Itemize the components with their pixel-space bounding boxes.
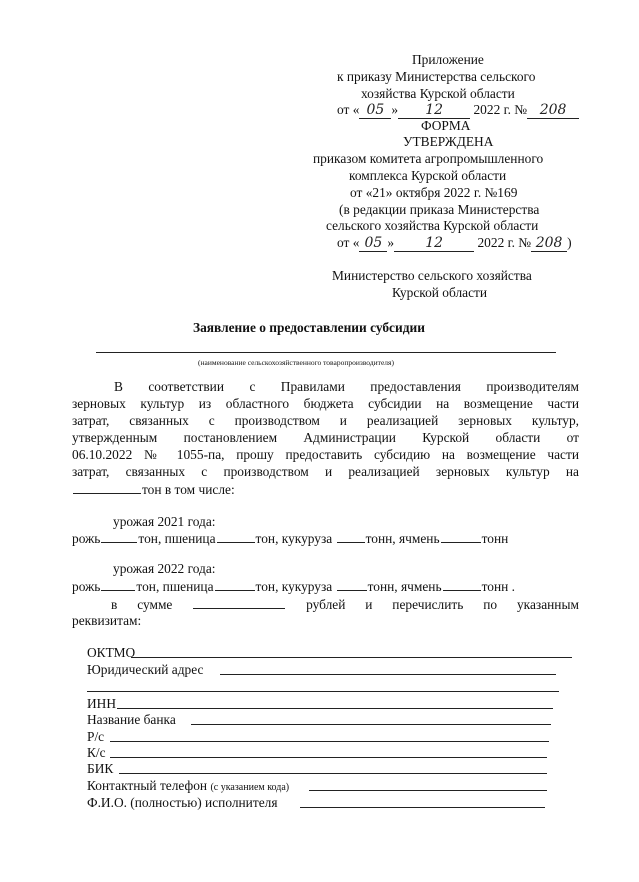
wheat-2021-blank[interactable] <box>217 530 255 543</box>
recipient-line-2: Курской области <box>392 285 488 300</box>
bank-field[interactable] <box>191 724 551 725</box>
appendix-month-handwritten: 12 <box>398 102 470 119</box>
form-label: ФОРМА <box>421 118 471 133</box>
form-order-line-2: комплекса Курской области <box>349 168 507 183</box>
edition-number-handwritten: 208 <box>531 235 567 252</box>
rs-label: Р/с <box>87 729 105 744</box>
edition-month-handwritten: 12 <box>394 235 474 252</box>
inn-label: ИНН <box>87 696 117 711</box>
rye-2022-blank[interactable] <box>101 578 135 591</box>
corn-2021-blank[interactable] <box>337 530 365 543</box>
barley-2022-blank[interactable] <box>443 578 481 591</box>
fio-field[interactable] <box>300 807 545 808</box>
producer-name-caption: (наименование сельскохозяйственного товаропроизводителя) <box>198 358 394 367</box>
harvest-2021-title: урожая 2021 года: <box>113 514 216 529</box>
harvest-2021-line: рожь тон, пшеница тон, кукуруза тонн, ячмень тонн <box>72 531 509 546</box>
fio-label: Ф.И.О. (полностью) исполнителя <box>87 795 278 810</box>
sum-amount-blank[interactable] <box>193 596 285 609</box>
appendix-day-handwritten: 05 <box>359 102 391 119</box>
form-edition-date: от « 05 » 12 2022 г. № 208 ) <box>337 235 572 251</box>
bik-label: БИК <box>87 761 114 776</box>
form-order-line-1: приказом комитета агропромышленного <box>313 151 544 166</box>
barley-2021-blank[interactable] <box>441 530 481 543</box>
body-line-7: тон в том числе: <box>72 481 235 498</box>
recipient-line-1: Министерство сельского хозяйства <box>332 268 532 283</box>
oktmo-field[interactable] <box>131 657 572 658</box>
wheat-2022-blank[interactable] <box>215 578 255 591</box>
body-line-2: зерновых культур из областного бюджета субсидии на возмещение части <box>72 396 579 411</box>
appendix-number-handwritten: 208 <box>527 102 579 119</box>
body-line-3: затрат, связанных с производством и реализацией зерновых культур, <box>72 413 579 428</box>
body-line-6: затрат, связанных с производством и реализацией зерновых культур на <box>72 464 579 479</box>
total-tonnage-blank[interactable] <box>73 481 141 494</box>
phone-note: (с указанием кода) <box>210 782 290 793</box>
sum-requisites-label: реквизитам: <box>72 613 142 628</box>
bank-label: Название банка <box>87 712 176 727</box>
harvest-2022-title: урожая 2022 года: <box>113 561 216 576</box>
address-field[interactable] <box>220 674 556 675</box>
rye-2021-blank[interactable] <box>101 530 137 543</box>
ks-field[interactable] <box>110 757 547 758</box>
form-approved: УТВЕРЖДЕНА <box>403 134 494 149</box>
oktmo-label: ОКТМО <box>87 645 136 660</box>
edition-day-handwritten: 05 <box>359 235 387 252</box>
body-line-4: утвержденным постановлением Администрации Курской области от <box>72 430 579 445</box>
appendix-date: от « 05 » 12 2022 г. № 208 <box>337 102 579 119</box>
address-label: Юридический адрес <box>87 662 204 677</box>
bik-field[interactable] <box>119 773 547 774</box>
producer-name-line <box>96 352 556 353</box>
inn-field[interactable] <box>117 708 553 709</box>
body-line-5: 06.10.2022 № 1055-па, прошу предоставить субсидию на возмещение части <box>72 447 579 462</box>
statement-title: Заявление о предоставлении субсидии <box>193 320 425 335</box>
harvest-2022-line: рожь тон, пшеница тон, кукуруза тонн, ячмень тонн . <box>72 579 515 594</box>
form-edition-line-2: сельского хозяйства Курской области <box>326 218 539 233</box>
appendix-line-1: к приказу Министерства сельского <box>337 69 536 84</box>
appendix-title: Приложение <box>412 52 484 67</box>
form-edition-line-1: (в редакции приказа Министерства <box>339 202 540 217</box>
ks-label: К/с <box>87 745 106 760</box>
body-line-1: В соответствии с Правилами предоставления производителям <box>114 379 579 394</box>
phone-field[interactable] <box>309 790 547 791</box>
address-field-line-2[interactable] <box>87 691 559 692</box>
appendix-line-2: хозяйства Курской области <box>361 86 515 101</box>
form-order-date: от «21» октября 2022 г. №169 <box>350 185 518 200</box>
rs-field[interactable] <box>110 741 549 742</box>
corn-2022-blank[interactable] <box>337 578 367 591</box>
sum-line: в сумме рублей и перечислить по указанным <box>111 597 579 612</box>
phone-label: Контактный телефон (с указанием кода) <box>87 778 290 793</box>
